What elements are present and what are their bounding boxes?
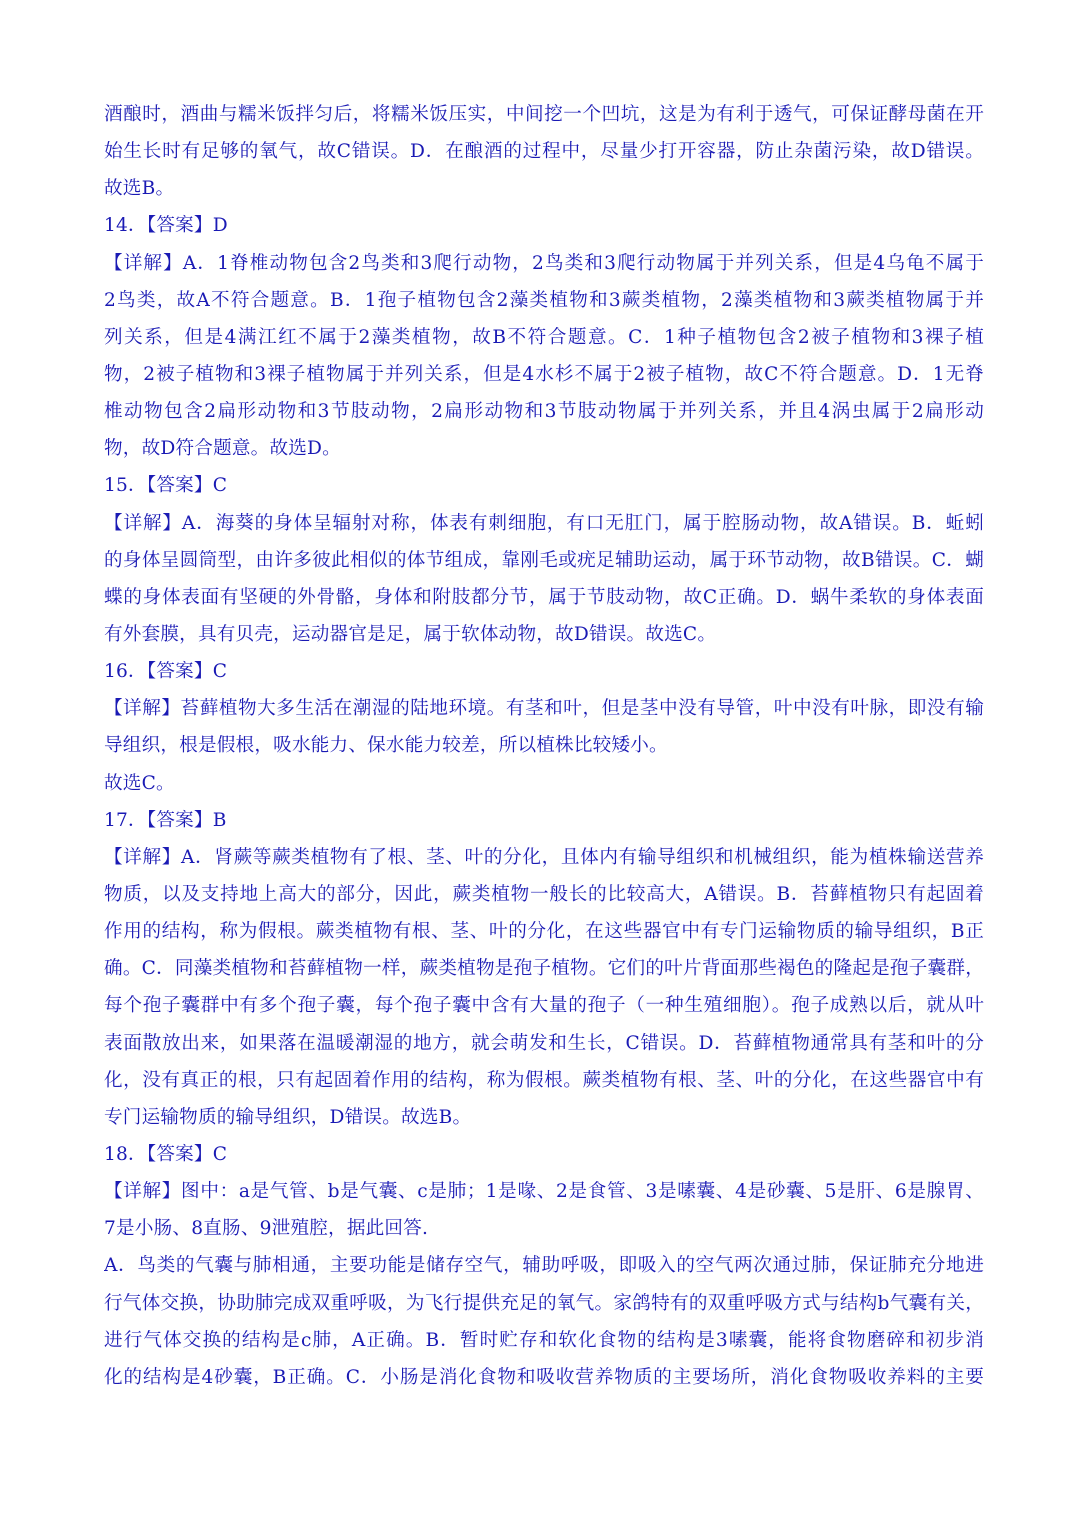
text-line: 【详解】图中：a是气管、b是气囊、c是肺；1是喙、2是食管、3是嗉囊、4是砂囊、5是肝、6是腺胃、 xyxy=(104,1181,984,1203)
text-line: 物，2被子植物和3裸子植物属于并列关系，但是4水杉不属于2被子植物，故C不符合题意。D．1无脊 xyxy=(104,363,984,385)
text-line: 列关系，但是4满江红不属于2藻类植物，故B不符合题意。C．1种子植物包含2被子植物和3裸子植 xyxy=(104,326,984,348)
text-line: 【详解】A．海葵的身体呈辐射对称，体表有刺细胞，有口无肛门，属于腔肠动物，故A错误。B．蚯蚓 xyxy=(104,512,984,534)
answer-heading-16: 16．【答案】C xyxy=(104,661,228,683)
text-line: 故选C。 xyxy=(104,772,175,794)
text-line: 物，故D符合题意。故选D。 xyxy=(104,438,341,460)
answer-heading-14: 14．【答案】D xyxy=(104,215,228,237)
text-line: 化，没有真正的根，只有起固着作用的结构，称为假根。蕨类植物有根、茎、叶的分化，在这些器官中有 xyxy=(104,1069,984,1091)
text-line: 的身体呈圆筒型，由许多彼此相似的体节组成，靠刚毛或疣足辅助运动，属于环节动物，故B错误。C．蝴 xyxy=(104,549,984,571)
text-line: 导组织，根是假根，吸水能力、保水能力较差，所以植株比较矮小。 xyxy=(104,735,668,757)
text-line: 始生长时有足够的氧气，故C错误。D．在酿酒的过程中，尽量少打开容器，防止杂菌污染，故D错误。 xyxy=(104,141,984,163)
text-line: 物质，以及支持地上高大的部分，因此，蕨类植物一般长的比较高大，A错误。B．苔藓植物只有起固着 xyxy=(104,883,984,905)
text-line: 【详解】A．1脊椎动物包含2鸟类和3爬行动物，2鸟类和3爬行动物属于并列关系，但是4乌龟不属于 xyxy=(104,252,984,274)
text-line: 酒酿时，酒曲与糯米饭拌匀后，将糯米饭压实，中间挖一个凹坑，这是为有利于透气，可保证酵母菌在开 xyxy=(104,104,984,125)
text-line: 作用的结构，称为假根。蕨类植物有根、茎、叶的分化，在这些器官中有专门运输物质的输导组织，B正 xyxy=(104,921,984,943)
text-line: 椎动物包含2扁形动物和3节肢动物，2扁形动物和3节肢动物属于并列关系，并且4涡虫属于2扁形动 xyxy=(104,401,984,423)
text-line: A．鸟类的气囊与肺相通，主要功能是储存空气，辅助呼吸，即吸入的空气两次通过肺，保证肺充分地进 xyxy=(104,1255,984,1277)
text-line: 每个孢子囊群中有多个孢子囊，每个孢子囊中含有大量的孢子（一种生殖细胞）。孢子成熟以后，就从叶 xyxy=(104,995,984,1017)
text-line: 蝶的身体表面有坚硬的外骨骼，身体和附肢都分节，属于节肢动物，故C正确。D．蜗牛柔软的身体表面 xyxy=(104,586,984,608)
document-page xyxy=(104,96,984,1396)
text-line: 有外套膜，具有贝壳，运动器官是足，属于软体动物，故D错误。故选C。 xyxy=(104,623,717,645)
text-line: 进行气体交换的结构是c肺，A正确。B．暂时贮存和软化食物的结构是3嗉囊，能将食物磨碎和初步消 xyxy=(104,1329,984,1351)
answer-heading-18: 18．【答案】C xyxy=(104,1143,228,1165)
text-line: 故选B。 xyxy=(104,178,175,200)
text-line: 专门运输物质的输导组织，D错误。故选B。 xyxy=(104,1106,472,1128)
text-line: 【详解】A．肾蕨等蕨类植物有了根、茎、叶的分化，且体内有输导组织和机械组织，能为植株输送营养 xyxy=(104,846,984,868)
text-line: 表面散放出来，如果落在温暖潮湿的地方，就会萌发和生长，C错误。D．苔藓植物通常具有茎和叶的分 xyxy=(104,1032,984,1054)
text-line: 7是小肠、8直肠、9泄殖腔，据此回答. xyxy=(104,1218,429,1240)
text-line: 2鸟类，故A不符合题意。B．1孢子植物包含2藻类植物和3蕨类植物，2藻类植物和3蕨类植物属于并 xyxy=(104,289,984,311)
answer-heading-17: 17．【答案】B xyxy=(104,809,227,831)
text-line: 确。C．同藻类植物和苔藓植物一样，蕨类植物是孢子植物。它们的叶片背面那些褐色的隆起是孢子囊群， xyxy=(104,958,984,980)
text-line: 化的结构是4砂囊，B正确。C．小肠是消化食物和吸收营养物质的主要场所，消化食物吸收养料的主要 xyxy=(104,1366,984,1388)
answer-heading-15: 15．【答案】C xyxy=(104,475,228,497)
text-line: 【详解】苔藓植物大多生活在潮湿的陆地环境。有茎和叶，但是茎中没有导管，叶中没有叶脉，即没有输 xyxy=(104,698,984,720)
text-line: 行气体交换，协助肺完成双重呼吸，为飞行提供充足的氧气。家鸽特有的双重呼吸方式与结构b气囊有关， xyxy=(104,1292,984,1314)
